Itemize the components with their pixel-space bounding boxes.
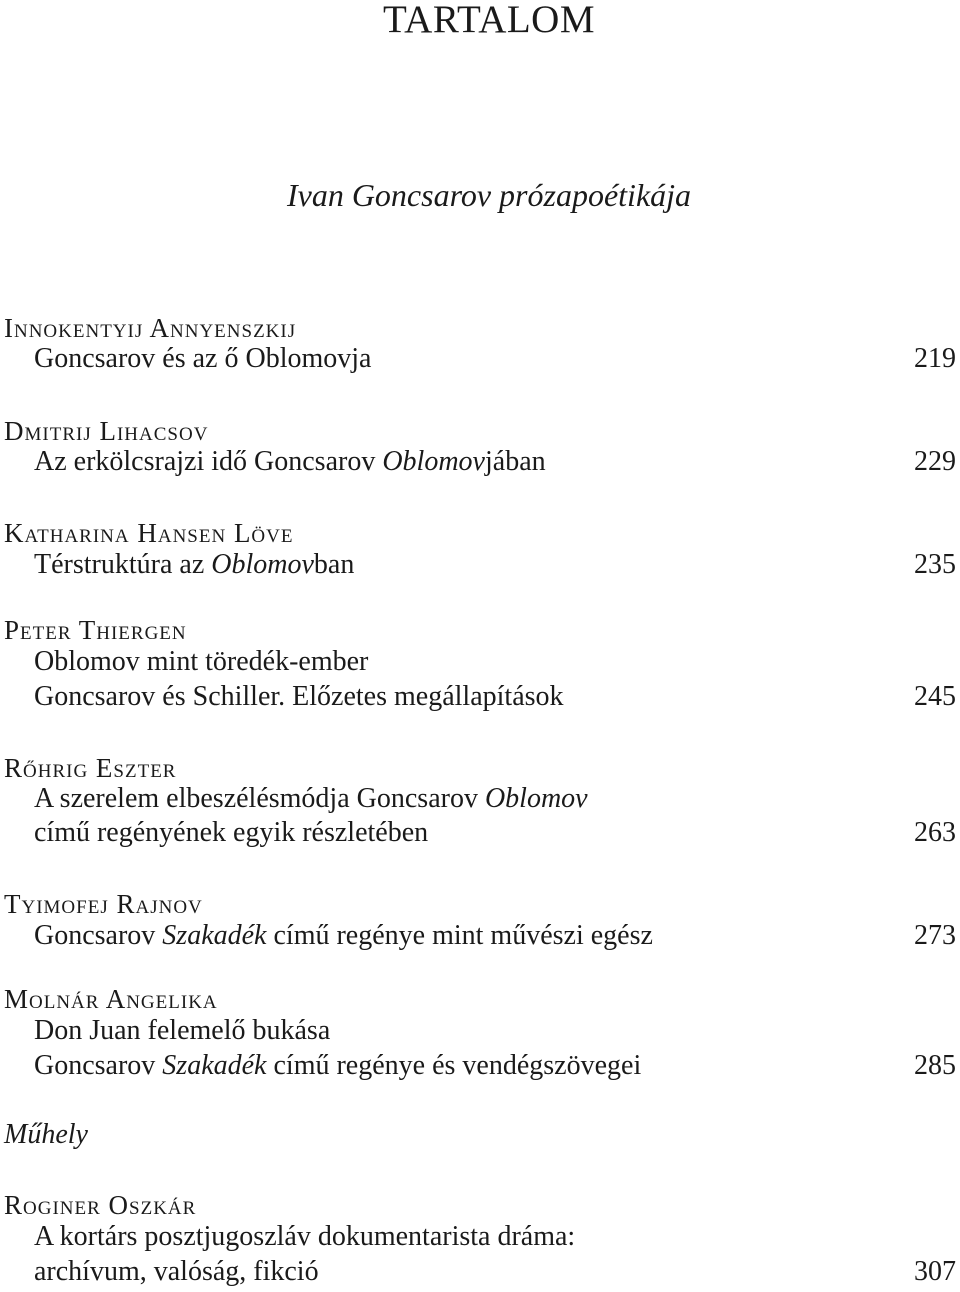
page-title: TARTALOM — [382, 0, 596, 41]
toc-title-line[interactable]: Oblomov mint töredék-ember — [34, 646, 369, 677]
toc-title-line[interactable]: Goncsarov és az ő Oblomovja — [34, 343, 372, 374]
section-title: Ivan Goncsarov prózapoétikája — [286, 177, 692, 213]
toc-title-line[interactable]: A szerelem elbeszélésmódja Goncsarov Oblomov — [34, 783, 588, 814]
toc-title-line[interactable]: című regényének egyik részletében — [34, 817, 429, 848]
toc-page-number[interactable]: 285 — [914, 1050, 956, 1081]
toc-title-line[interactable]: archívum, valóság, fikció — [34, 1256, 319, 1287]
toc-page-number[interactable]: 245 — [914, 681, 956, 712]
toc-author: Roginer Oszkár — [4, 1190, 197, 1220]
toc-author: Katharina Hansen Löve — [4, 518, 294, 548]
toc-page-number[interactable]: 307 — [914, 1256, 956, 1287]
toc-title-line[interactable]: Goncsarov Szakadék című regénye mint művészi egész — [34, 920, 653, 951]
toc-title-line[interactable]: Az erkölcsrajzi idő Goncsarov Oblomovjában — [34, 446, 546, 477]
toc-author: Tyimofej Rajnov — [4, 889, 203, 919]
toc-title-line[interactable]: Goncsarov és Schiller. Előzetes megállapítások — [34, 681, 564, 712]
toc-page-number[interactable]: 229 — [914, 446, 956, 477]
toc-author: Rőhrig Eszter — [4, 753, 177, 783]
toc-title-line[interactable]: Goncsarov Szakadék című regénye és vendégszövegei — [34, 1050, 642, 1081]
toc-page-number[interactable]: 273 — [914, 920, 956, 951]
toc-author: Innokentyij Annyenszkij — [4, 313, 297, 343]
toc-page-number[interactable]: 219 — [914, 343, 956, 374]
toc-page-number[interactable]: 235 — [914, 549, 956, 580]
toc-author: Peter Thiergen — [4, 615, 187, 645]
toc-title-line[interactable]: A kortárs posztjugoszláv dokumentarista dráma: — [34, 1221, 576, 1252]
toc-title-line[interactable]: Térstruktúra az Oblomovban — [34, 549, 355, 580]
subsection-title: Műhely — [4, 1119, 88, 1150]
toc-page-number[interactable]: 263 — [914, 817, 956, 848]
toc-title-line[interactable]: Don Juan felemelő bukása — [34, 1015, 331, 1046]
toc-author: Molnár Angelika — [4, 984, 218, 1014]
toc-author: Dmitrij Lihacsov — [4, 416, 209, 446]
